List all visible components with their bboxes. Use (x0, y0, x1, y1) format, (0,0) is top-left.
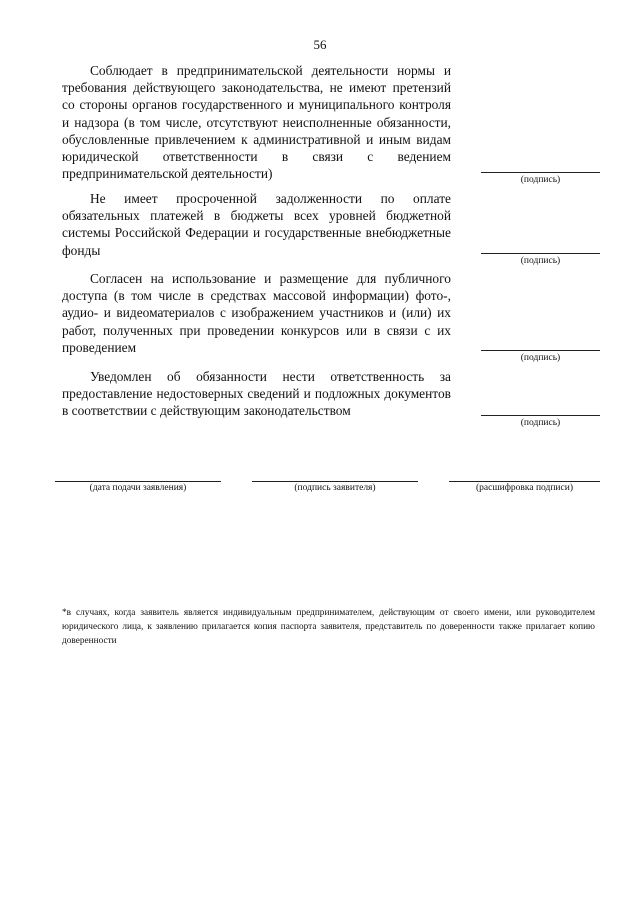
signature-line-4[interactable] (481, 415, 600, 416)
signature-caption-1: (подпись) (520, 175, 561, 185)
signature-caption-4: (подпись) (520, 418, 561, 428)
clause-no-debt: Не имеет просроченной задолженности по оплате обязательных платежей в бюджеты всех уровней бюджетной системы Российской Федерации и государственные внебюджетные фонды (62, 191, 451, 258)
signature-decoding-line[interactable] (449, 481, 600, 482)
signature-caption-3: (подпись) (520, 353, 561, 363)
applicant-signature-line[interactable] (252, 481, 418, 482)
date-caption: (дата подачи заявления) (89, 483, 187, 493)
clause-responsibility: Уведомлен об обязанности нести ответственность за предоставление недостоверных сведений и подложных документов в соответствии с действующим законодательством (62, 369, 451, 419)
signature-decoding-caption: (расшифровка подписи) (476, 483, 573, 493)
signature-line-1[interactable] (481, 172, 600, 173)
footnote: *в случаях, когда заявитель является индивидуальным предпринимателем, действующим от своего имени, или руководителем юридического лица, к заявлению прилагается копия паспорта заявителя, представитель по доверенности также прилагает копию доверенности (62, 608, 595, 646)
signature-line-3[interactable] (481, 350, 600, 351)
signature-caption-2: (подпись) (520, 256, 561, 266)
clause-compliance: Соблюдает в предпринимательской деятельности нормы и требования действующего законодательства, не имеют претензий со стороны органов государственного и муниципального контроля и надзора (в том числе, отсутствуют неисполненные обязанности, обусловленные привлечением к административной и иным видам юридической ответственности в связи с ведением предпринимательской деятельности) (62, 63, 451, 182)
page-number: 56 (313, 37, 327, 52)
date-line[interactable] (55, 481, 221, 482)
signature-line-2[interactable] (481, 253, 600, 254)
clause-media-consent: Согласен на использование и размещение для публичного доступа (в том числе в средствах массовой информации) фото-, аудио- и видеоматериалов с изображением участников и (или) их работ, полученных при проведении конкурсов или в связи с их проведением (62, 271, 451, 355)
applicant-signature-caption: (подпись заявителя) (294, 483, 376, 493)
